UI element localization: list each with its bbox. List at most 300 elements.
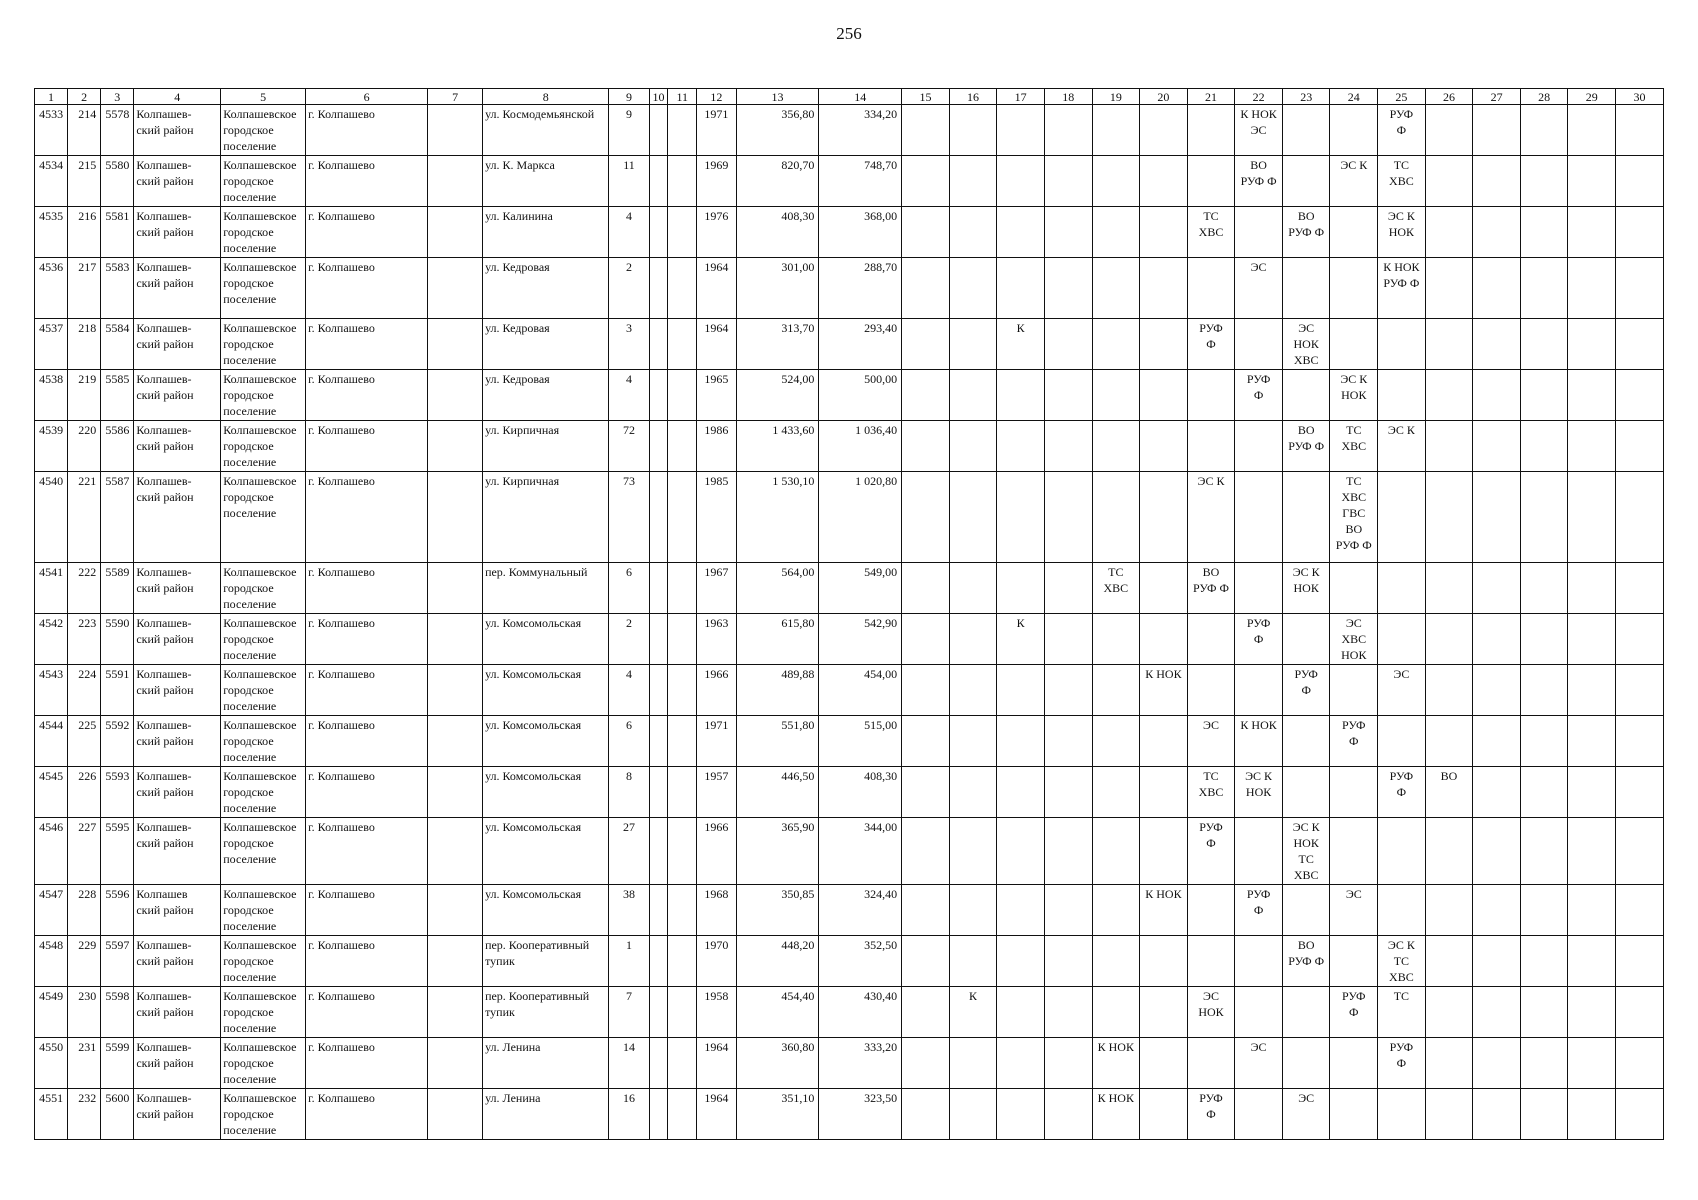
cell-col-20 [1140, 614, 1188, 665]
cell-col-6: г. Колпашево [306, 319, 428, 370]
cell-col-27 [1473, 936, 1521, 987]
cell-col-1: 4550 [35, 1038, 68, 1089]
cell-col-26: ВО [1425, 767, 1473, 818]
cell-col-1: 4541 [35, 563, 68, 614]
column-header-28: 28 [1520, 89, 1568, 105]
cell-col-11 [668, 818, 697, 885]
cell-col-24 [1330, 563, 1378, 614]
cell-col-20 [1140, 370, 1188, 421]
cell-col-3: 5585 [101, 370, 134, 421]
cell-col-27 [1473, 818, 1521, 885]
cell-col-16 [949, 207, 997, 258]
cell-col-12: 1971 [697, 105, 736, 156]
cell-col-14: 324,40 [819, 885, 902, 936]
cell-col-18 [1044, 319, 1092, 370]
cell-col-27 [1473, 258, 1521, 319]
cell-col-8: ул. К. Маркса [483, 156, 609, 207]
cell-col-10 [649, 885, 668, 936]
cell-col-4: Колпашев- ский район [134, 1089, 221, 1140]
cell-col-8: ул. Ленина [483, 1038, 609, 1089]
cell-col-7 [428, 665, 483, 716]
cell-col-16 [949, 319, 997, 370]
cell-col-12: 1986 [697, 421, 736, 472]
cell-col-29 [1568, 818, 1616, 885]
cell-col-22: РУФ Ф [1235, 614, 1283, 665]
cell-col-8: ул. Ленина [483, 1089, 609, 1140]
cell-col-7 [428, 1089, 483, 1140]
cell-col-28 [1520, 156, 1568, 207]
table-row [35, 156, 1664, 207]
cell-col-9: 7 [609, 987, 649, 1038]
cell-col-9: 6 [609, 716, 649, 767]
cell-col-16 [949, 885, 997, 936]
table-row [35, 936, 1664, 987]
cell-col-19: ТС ХВС [1092, 563, 1140, 614]
cell-col-16 [949, 1089, 997, 1140]
cell-col-13: 448,20 [736, 936, 819, 987]
cell-col-12: 1966 [697, 665, 736, 716]
cell-col-22 [1235, 207, 1283, 258]
cell-col-26 [1425, 885, 1473, 936]
cell-col-24: ЭС [1330, 885, 1378, 936]
cell-col-1: 4545 [35, 767, 68, 818]
cell-col-2: 229 [68, 936, 101, 987]
cell-col-20: К НОК [1140, 665, 1188, 716]
cell-col-18 [1044, 370, 1092, 421]
table-row [35, 614, 1664, 665]
cell-col-23: ВО РУФ Ф [1282, 936, 1330, 987]
cell-col-4: Колпашев- ский район [134, 105, 221, 156]
cell-col-6: г. Колпашево [306, 258, 428, 319]
cell-col-1: 4538 [35, 370, 68, 421]
cell-col-2: 227 [68, 818, 101, 885]
cell-col-26 [1425, 370, 1473, 421]
cell-col-10 [649, 818, 668, 885]
cell-col-3: 5593 [101, 767, 134, 818]
cell-col-24 [1330, 665, 1378, 716]
cell-col-14: 408,30 [819, 767, 902, 818]
cell-col-7 [428, 885, 483, 936]
cell-col-20 [1140, 156, 1188, 207]
cell-col-20 [1140, 563, 1188, 614]
cell-col-23: ЭС [1282, 1089, 1330, 1140]
cell-col-11 [668, 563, 697, 614]
cell-col-30 [1616, 818, 1664, 885]
column-header-9: 9 [609, 89, 649, 105]
cell-col-24: ЭС К [1330, 156, 1378, 207]
cell-col-17 [997, 987, 1045, 1038]
cell-col-22: ЭС К НОК [1235, 767, 1283, 818]
cell-col-8: пер. Кооперативный тупик [483, 936, 609, 987]
cell-col-26 [1425, 665, 1473, 716]
cell-col-10 [649, 472, 668, 563]
cell-col-11 [668, 258, 697, 319]
cell-col-6: г. Колпашево [306, 936, 428, 987]
column-header-12: 12 [697, 89, 736, 105]
cell-col-1: 4543 [35, 665, 68, 716]
cell-col-30 [1616, 885, 1664, 936]
cell-col-6: г. Колпашево [306, 370, 428, 421]
cell-col-21 [1187, 105, 1235, 156]
cell-col-29 [1568, 987, 1616, 1038]
cell-col-3: 5595 [101, 818, 134, 885]
column-header-25: 25 [1378, 89, 1426, 105]
cell-col-9: 38 [609, 885, 649, 936]
cell-col-21 [1187, 936, 1235, 987]
cell-col-3: 5591 [101, 665, 134, 716]
cell-col-2: 218 [68, 319, 101, 370]
cell-col-28 [1520, 665, 1568, 716]
cell-col-11 [668, 987, 697, 1038]
cell-col-25 [1378, 319, 1426, 370]
cell-col-10 [649, 258, 668, 319]
cell-col-8: ул. Космодемьянской [483, 105, 609, 156]
cell-col-30 [1616, 472, 1664, 563]
cell-col-15 [902, 716, 950, 767]
cell-col-19 [1092, 156, 1140, 207]
cell-col-21: ЭС К [1187, 472, 1235, 563]
column-header-5: 5 [221, 89, 306, 105]
cell-col-7 [428, 987, 483, 1038]
cell-col-3: 5584 [101, 319, 134, 370]
column-header-19: 19 [1092, 89, 1140, 105]
column-header-6: 6 [306, 89, 428, 105]
column-header-26: 26 [1425, 89, 1473, 105]
cell-col-27 [1473, 716, 1521, 767]
cell-col-25: ТС [1378, 987, 1426, 1038]
cell-col-5: Колпашевское городское поселение [221, 1038, 306, 1089]
cell-col-21: ЭС НОК [1187, 987, 1235, 1038]
cell-col-20 [1140, 207, 1188, 258]
cell-col-5: Колпашевское городское поселение [221, 207, 306, 258]
cell-col-13: 313,70 [736, 319, 819, 370]
cell-col-19: К НОК [1092, 1089, 1140, 1140]
cell-col-6: г. Колпашево [306, 818, 428, 885]
cell-col-22: К НОК [1235, 716, 1283, 767]
cell-col-29 [1568, 767, 1616, 818]
table-row [35, 1038, 1664, 1089]
cell-col-6: г. Колпашево [306, 105, 428, 156]
cell-col-23: ЭС К НОК [1282, 563, 1330, 614]
cell-col-19 [1092, 936, 1140, 987]
cell-col-16 [949, 936, 997, 987]
column-header-2: 2 [68, 89, 101, 105]
cell-col-19 [1092, 767, 1140, 818]
cell-col-21 [1187, 665, 1235, 716]
cell-col-24 [1330, 319, 1378, 370]
cell-col-1: 4544 [35, 716, 68, 767]
cell-col-29 [1568, 936, 1616, 987]
cell-col-7 [428, 614, 483, 665]
cell-col-23: РУФ Ф [1282, 665, 1330, 716]
cell-col-29 [1568, 258, 1616, 319]
cell-col-18 [1044, 987, 1092, 1038]
cell-col-6: г. Колпашево [306, 207, 428, 258]
cell-col-24 [1330, 936, 1378, 987]
cell-col-17 [997, 885, 1045, 936]
cell-col-1: 4542 [35, 614, 68, 665]
cell-col-25 [1378, 563, 1426, 614]
cell-col-8: ул. Комсомольская [483, 818, 609, 885]
cell-col-5: Колпашевское городское поселение [221, 818, 306, 885]
cell-col-17: К [997, 319, 1045, 370]
cell-col-9: 2 [609, 258, 649, 319]
cell-col-26 [1425, 319, 1473, 370]
cell-col-13: 301,00 [736, 258, 819, 319]
cell-col-18 [1044, 665, 1092, 716]
cell-col-29 [1568, 563, 1616, 614]
cell-col-4: Колпашев- ский район [134, 767, 221, 818]
cell-col-6: г. Колпашево [306, 1089, 428, 1140]
cell-col-1: 4551 [35, 1089, 68, 1140]
cell-col-30 [1616, 665, 1664, 716]
cell-col-5: Колпашевское городское поселение [221, 885, 306, 936]
cell-col-25: К НОК РУФ Ф [1378, 258, 1426, 319]
cell-col-25 [1378, 370, 1426, 421]
cell-col-29 [1568, 370, 1616, 421]
cell-col-4: Колпашев- ский район [134, 614, 221, 665]
cell-col-12: 1971 [697, 716, 736, 767]
cell-col-12: 1964 [697, 1089, 736, 1140]
cell-col-23 [1282, 716, 1330, 767]
cell-col-11 [668, 1089, 697, 1140]
cell-col-15 [902, 1038, 950, 1089]
cell-col-16 [949, 614, 997, 665]
column-header-21: 21 [1187, 89, 1235, 105]
cell-col-20 [1140, 936, 1188, 987]
cell-col-7 [428, 472, 483, 563]
cell-col-6: г. Колпашево [306, 156, 428, 207]
cell-col-5: Колпашевское городское поселение [221, 370, 306, 421]
cell-col-4: Колпашев- ский район [134, 1038, 221, 1089]
cell-col-23 [1282, 987, 1330, 1038]
cell-col-10 [649, 665, 668, 716]
cell-col-22: ЭС [1235, 258, 1283, 319]
table-row [35, 258, 1664, 319]
cell-col-12: 1976 [697, 207, 736, 258]
cell-col-30 [1616, 156, 1664, 207]
column-header-11: 11 [668, 89, 697, 105]
cell-col-28 [1520, 885, 1568, 936]
cell-col-23 [1282, 614, 1330, 665]
cell-col-13: 351,10 [736, 1089, 819, 1140]
cell-col-26 [1425, 716, 1473, 767]
cell-col-27 [1473, 767, 1521, 818]
cell-col-11 [668, 885, 697, 936]
cell-col-14: 323,50 [819, 1089, 902, 1140]
cell-col-30 [1616, 319, 1664, 370]
cell-col-15 [902, 207, 950, 258]
cell-col-5: Колпашевское городское поселение [221, 105, 306, 156]
cell-col-8: ул. Кедровая [483, 319, 609, 370]
cell-col-21 [1187, 370, 1235, 421]
table-row [35, 716, 1664, 767]
cell-col-20 [1140, 319, 1188, 370]
cell-col-11 [668, 716, 697, 767]
cell-col-16 [949, 665, 997, 716]
table-row [35, 987, 1664, 1038]
cell-col-28 [1520, 258, 1568, 319]
cell-col-22: РУФ Ф [1235, 885, 1283, 936]
cell-col-16 [949, 563, 997, 614]
cell-col-15 [902, 987, 950, 1038]
cell-col-1: 4533 [35, 105, 68, 156]
column-header-18: 18 [1044, 89, 1092, 105]
cell-col-15 [902, 370, 950, 421]
cell-col-30 [1616, 767, 1664, 818]
cell-col-30 [1616, 936, 1664, 987]
cell-col-1: 4536 [35, 258, 68, 319]
cell-col-11 [668, 665, 697, 716]
cell-col-10 [649, 105, 668, 156]
cell-col-5: Колпашевское городское поселение [221, 563, 306, 614]
cell-col-22 [1235, 421, 1283, 472]
cell-col-27 [1473, 472, 1521, 563]
cell-col-7 [428, 105, 483, 156]
cell-col-28 [1520, 563, 1568, 614]
cell-col-25: ТС ХВС [1378, 156, 1426, 207]
cell-col-10 [649, 207, 668, 258]
cell-col-18 [1044, 207, 1092, 258]
cell-col-11 [668, 207, 697, 258]
cell-col-19 [1092, 987, 1140, 1038]
cell-col-22 [1235, 987, 1283, 1038]
cell-col-16: К [949, 987, 997, 1038]
cell-col-1: 4535 [35, 207, 68, 258]
cell-col-3: 5592 [101, 716, 134, 767]
cell-col-18 [1044, 614, 1092, 665]
cell-col-18 [1044, 472, 1092, 563]
cell-col-23 [1282, 156, 1330, 207]
cell-col-4: Колпашев- ский район [134, 156, 221, 207]
column-header-10: 10 [649, 89, 668, 105]
cell-col-4: Колпашев- ский район [134, 818, 221, 885]
cell-col-23 [1282, 472, 1330, 563]
cell-col-20 [1140, 987, 1188, 1038]
cell-col-25: РУФ Ф [1378, 105, 1426, 156]
cell-col-24: ТС ХВС [1330, 421, 1378, 472]
cell-col-24 [1330, 1089, 1378, 1140]
cell-col-26 [1425, 987, 1473, 1038]
cell-col-15 [902, 1089, 950, 1140]
cell-col-10 [649, 563, 668, 614]
column-header-22: 22 [1235, 89, 1283, 105]
cell-col-11 [668, 105, 697, 156]
cell-col-22: ВО РУФ Ф [1235, 156, 1283, 207]
cell-col-8: ул. Кирпичная [483, 472, 609, 563]
cell-col-23: ЭС К НОК ТС ХВС [1282, 818, 1330, 885]
cell-col-29 [1568, 156, 1616, 207]
cell-col-14: 334,20 [819, 105, 902, 156]
cell-col-14: 368,00 [819, 207, 902, 258]
cell-col-8: ул. Кедровая [483, 258, 609, 319]
cell-col-11 [668, 156, 697, 207]
cell-col-30 [1616, 105, 1664, 156]
table-row [35, 563, 1664, 614]
cell-col-3: 5581 [101, 207, 134, 258]
column-header-4: 4 [134, 89, 221, 105]
cell-col-2: 223 [68, 614, 101, 665]
cell-col-13: 356,80 [736, 105, 819, 156]
cell-col-2: 230 [68, 987, 101, 1038]
cell-col-23: ВО РУФ Ф [1282, 207, 1330, 258]
cell-col-29 [1568, 614, 1616, 665]
cell-col-29 [1568, 207, 1616, 258]
cell-col-13: 365,90 [736, 818, 819, 885]
cell-col-26 [1425, 156, 1473, 207]
cell-col-16 [949, 105, 997, 156]
cell-col-3: 5598 [101, 987, 134, 1038]
cell-col-3: 5597 [101, 936, 134, 987]
cell-col-23 [1282, 370, 1330, 421]
cell-col-24 [1330, 207, 1378, 258]
cell-col-4: Колпашев- ский район [134, 665, 221, 716]
cell-col-27 [1473, 1038, 1521, 1089]
cell-col-28 [1520, 472, 1568, 563]
cell-col-5: Колпашевское городское поселение [221, 319, 306, 370]
cell-col-2: 232 [68, 1089, 101, 1140]
cell-col-17: К [997, 614, 1045, 665]
cell-col-11 [668, 767, 697, 818]
cell-col-19 [1092, 258, 1140, 319]
cell-col-24: РУФ Ф [1330, 716, 1378, 767]
cell-col-22 [1235, 936, 1283, 987]
cell-col-8: ул. Калинина [483, 207, 609, 258]
cell-col-26 [1425, 563, 1473, 614]
cell-col-18 [1044, 818, 1092, 885]
cell-col-19: К НОК [1092, 1038, 1140, 1089]
cell-col-7 [428, 716, 483, 767]
cell-col-19 [1092, 370, 1140, 421]
cell-col-12: 1964 [697, 258, 736, 319]
cell-col-19 [1092, 716, 1140, 767]
cell-col-24 [1330, 105, 1378, 156]
cell-col-22 [1235, 563, 1283, 614]
cell-col-9: 27 [609, 818, 649, 885]
cell-col-27 [1473, 156, 1521, 207]
cell-col-13: 551,80 [736, 716, 819, 767]
cell-col-11 [668, 421, 697, 472]
cell-col-3: 5583 [101, 258, 134, 319]
cell-col-22: РУФ Ф [1235, 370, 1283, 421]
cell-col-12: 1966 [697, 818, 736, 885]
cell-col-28 [1520, 936, 1568, 987]
table-row [35, 319, 1664, 370]
cell-col-28 [1520, 105, 1568, 156]
cell-col-17 [997, 1089, 1045, 1140]
cell-col-21 [1187, 156, 1235, 207]
cell-col-9: 6 [609, 563, 649, 614]
cell-col-2: 220 [68, 421, 101, 472]
cell-col-30 [1616, 1089, 1664, 1140]
cell-col-20 [1140, 472, 1188, 563]
cell-col-15 [902, 767, 950, 818]
cell-col-29 [1568, 319, 1616, 370]
column-header-8: 8 [483, 89, 609, 105]
cell-col-27 [1473, 885, 1521, 936]
cell-col-22 [1235, 472, 1283, 563]
column-header-3: 3 [101, 89, 134, 105]
cell-col-12: 1964 [697, 319, 736, 370]
cell-col-22 [1235, 818, 1283, 885]
column-header-1: 1 [35, 89, 68, 105]
cell-col-6: г. Колпашево [306, 885, 428, 936]
cell-col-5: Колпашевское городское поселение [221, 258, 306, 319]
cell-col-23 [1282, 105, 1330, 156]
cell-col-9: 1 [609, 936, 649, 987]
cell-col-20: К НОК [1140, 885, 1188, 936]
cell-col-10 [649, 767, 668, 818]
